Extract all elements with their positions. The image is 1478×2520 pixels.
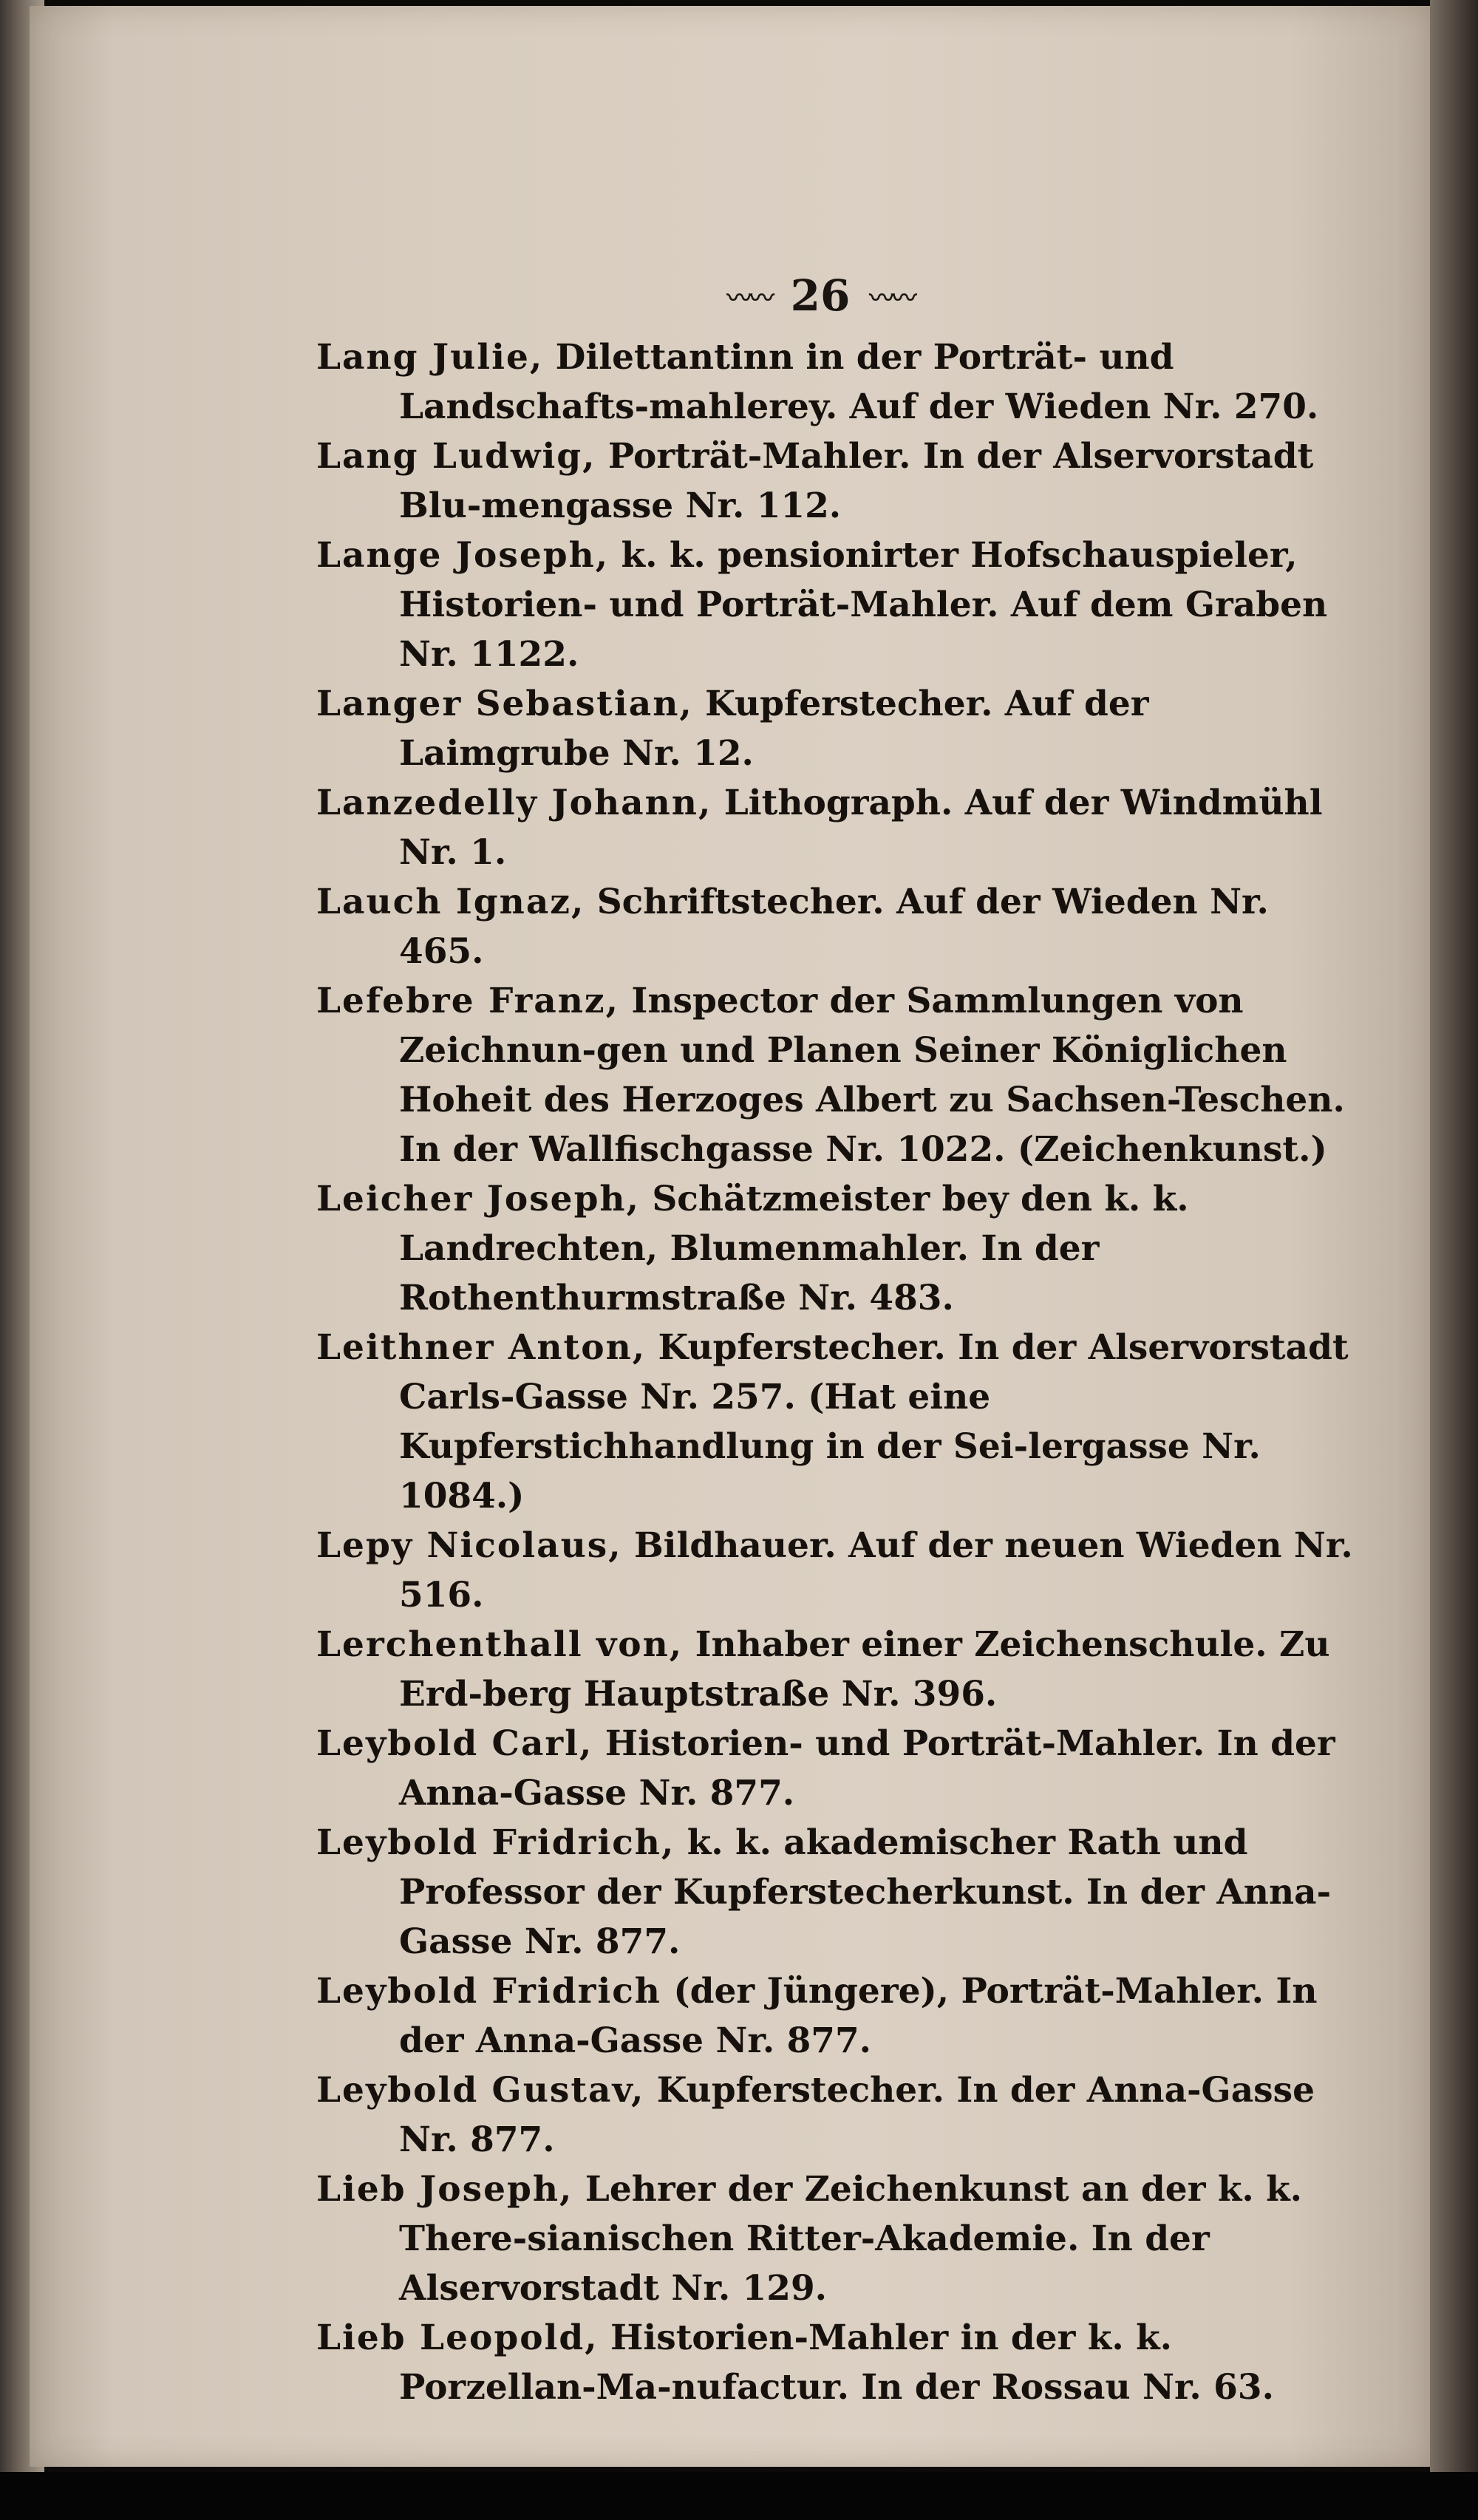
scan-bottom-strip — [0, 2472, 1478, 2520]
directory-entry — [316, 333, 1358, 432]
entry-name: Lanzedelly Johann, — [316, 783, 712, 823]
directory-entry — [316, 1620, 1358, 1719]
entry-text: Bildhauer. Auf der neuen Wieden Nr. 516. — [399, 1525, 1353, 1615]
directory-entry — [316, 1966, 1358, 2066]
directory-entry — [316, 877, 1358, 976]
directory-entry — [316, 432, 1358, 531]
entry-text: Schriftstecher. Auf der Wieden Nr. 465. — [399, 882, 1269, 972]
entry-text: Lithograph. Auf der Windmühl Nr. 1. — [399, 783, 1323, 873]
page-header — [650, 266, 990, 325]
entry-text: Dilettantinn in der Porträt- und Landschafts-mahlerey. Auf der Wieden Nr. 270. — [399, 337, 1319, 427]
entry-text: Kupferstecher. In der Anna-Gasse Nr. 877. — [399, 2070, 1315, 2160]
entry-text: Schätzmeister bey den k. k. Landrechten, Blumenmahler. In der Rothenthurmstraße Nr. 483. — [399, 1179, 1189, 1318]
entry-name: Lang Julie, — [316, 337, 544, 378]
directory-entry — [316, 1719, 1358, 1818]
entry-name: Leithner Anton, — [316, 1327, 647, 1368]
entry-name: Langer Sebastian, — [316, 684, 693, 724]
entry-name: Lefebre Franz, — [316, 981, 619, 1021]
directory-entry — [316, 679, 1358, 778]
entry-name: Lepy Nicolaus, — [316, 1525, 622, 1566]
directory-entry — [316, 531, 1358, 679]
entry-text: Historien- und Porträt-Mahler. In der Anna-Gasse Nr. 877. — [399, 1723, 1335, 1814]
directory-entry — [316, 1323, 1358, 1521]
entry-name: Leybold Fridrich, — [316, 1822, 675, 1863]
entry-name: Lange Joseph, — [316, 535, 610, 576]
entry-text: Inspector der Sammlungen von Zeichnun-gen und Planen Seiner Königlichen Hoheit des Herzoges Albert zu Sachsen-Teschen. In der Wallfischgasse Nr. 1022. (Zeichenkunst.) — [399, 981, 1345, 1170]
directory-entries — [316, 333, 1358, 2412]
entry-text: Kupferstecher. Auf der Laimgrube Nr. 12. — [399, 684, 1149, 774]
entry-text: Lehrer der Zeichenkunst an der k. k. There-sianischen Ritter-Akademie. In der Alservorstadt Nr. 129. — [399, 2169, 1303, 2309]
entry-name: Leicher Joseph, — [316, 1179, 640, 1219]
directory-entry — [316, 976, 1358, 1174]
entry-text: Kupferstecher. In der Alservorstadt Carls-Gasse Nr. 257. (Hat eine Kupferstichhandlung in der Sei-lergasse Nr. 1084.) — [399, 1327, 1349, 1516]
directory-entry — [316, 2066, 1358, 2165]
entry-name: Lang Ludwig, — [316, 436, 596, 477]
entry-name: Lauch Ignaz, — [316, 882, 585, 922]
entry-name: Lieb Joseph, — [316, 2169, 573, 2210]
directory-entry — [316, 2313, 1358, 2412]
entry-name: Lerchenthall von, — [316, 1624, 684, 1665]
entry-name: Leybold Gustav, — [316, 2070, 645, 2111]
entry-name: Leybold Carl, — [316, 1723, 593, 1764]
directory-entry — [316, 1818, 1358, 1966]
entry-text: (der Jüngere), Porträt-Mahler. In der Anna-Gasse Nr. 877. — [399, 1971, 1318, 2061]
entry-name: Lieb Leopold, — [316, 2318, 599, 2358]
directory-entry — [316, 2165, 1358, 2313]
directory-entry — [316, 1521, 1358, 1620]
directory-entry — [316, 1174, 1358, 1323]
directory-entry — [316, 778, 1358, 877]
entry-text: Inhaber einer Zeichenschule. Zu Erd-berg Hauptstraße Nr. 396. — [399, 1624, 1330, 1714]
page-number: 26 — [790, 270, 851, 321]
entry-text: Historien-Mahler in der k. k. Porzellan-Ma-nufactur. In der Rossau Nr. 63. — [399, 2318, 1274, 2408]
entry-text: k. k. pensionirter Hofschauspieler, Historien- und Porträt-Mahler. Auf dem Graben Nr. 1122. — [399, 535, 1328, 675]
entry-text: k. k. akademischer Rath und Professor der Kupferstecherkunst. In der Anna-Gasse Nr. 877. — [399, 1822, 1332, 1962]
entry-text: Porträt-Mahler. In der Alservorstadt Blu-mengasse Nr. 112. — [399, 436, 1314, 526]
ornament-left: 〰〰 — [726, 283, 772, 313]
entry-name: Leybold Fridrich — [316, 1971, 661, 2012]
ornament-right: 〰〰 — [869, 283, 914, 313]
page-right-edge — [1430, 0, 1478, 2472]
